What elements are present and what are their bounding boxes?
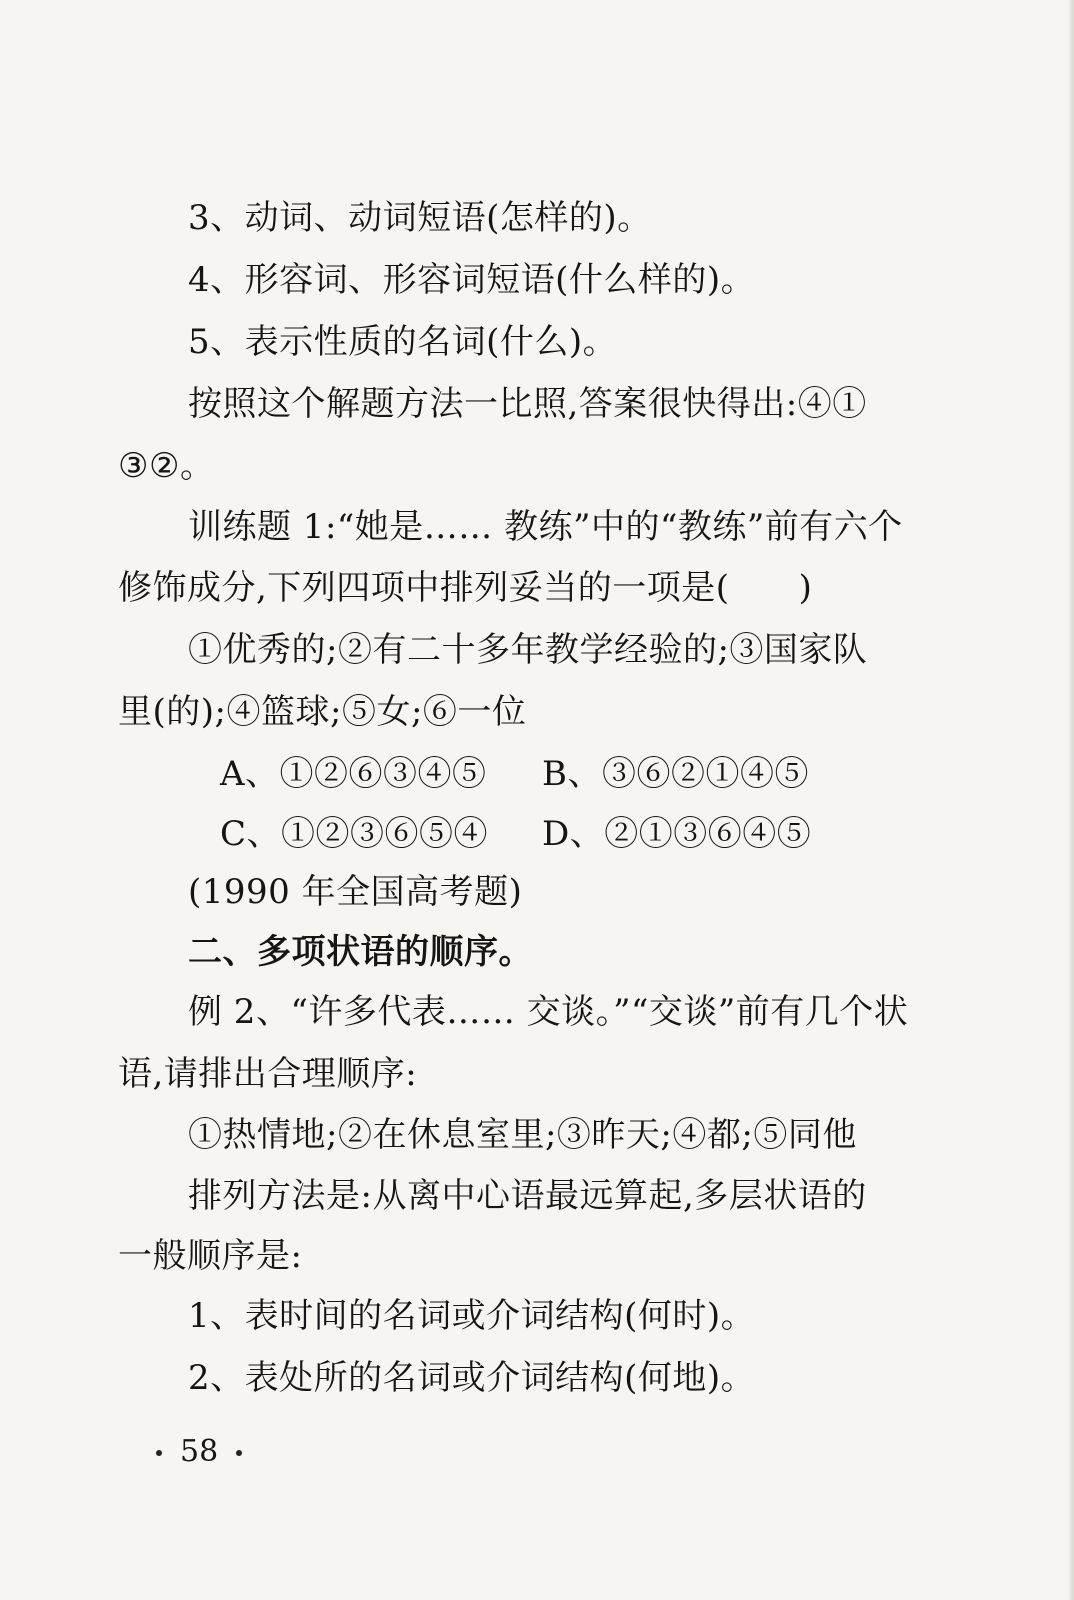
- text-line: 排列方法是:从离中心语最远算起,多层状语的: [188, 1176, 867, 1216]
- text-line: 按照这个解题方法一比照,答案很快得出:④①: [188, 384, 867, 424]
- text-line: 1、表时间的名词或介词结构(何时)。: [188, 1296, 756, 1336]
- exercise-question: 修饰成分,下列四项中排列妥当的一项是( ): [118, 568, 813, 608]
- text-line: 2、表处所的名词或介词结构(何地)。: [188, 1358, 756, 1398]
- answer-option-a: A、①②⑥③④⑤: [220, 754, 487, 794]
- example-question: 例 2、“许多代表…… 交谈。”“交谈”前有几个状: [188, 992, 909, 1032]
- source-note: (1990 年全国高考题): [188, 872, 523, 912]
- page-number: [152, 1432, 260, 1472]
- example-items: ①热情地;②在休息室里;③昨天;④都;⑤同他: [188, 1115, 857, 1155]
- answer-option-b: B、③⑥②①④⑤: [542, 754, 809, 794]
- text-line: ③②。: [118, 446, 215, 486]
- text-line: 4、形容词、形容词短语(什么样的)。: [188, 260, 756, 300]
- page-edge: [1068, 0, 1074, 1600]
- exercise-question: 训练题 1:“她是…… 教练”中的“教练”前有六个: [188, 507, 903, 547]
- text-line: 3、动词、动词短语(怎样的)。: [188, 198, 652, 238]
- exercise-items: ①优秀的;②有二十多年教学经验的;③国家队: [188, 630, 868, 670]
- section-heading: 二、多项状语的顺序。: [188, 932, 533, 972]
- page-number-value: 58: [180, 1434, 219, 1469]
- text-line: 一般顺序是:: [118, 1236, 303, 1276]
- page-number-dot: [156, 1450, 162, 1456]
- exercise-items: 里(的);④篮球;⑤女;⑥一位: [118, 692, 527, 732]
- text-line: 5、表示性质的名词(什么)。: [188, 322, 618, 362]
- answer-option-c: C、①②③⑥⑤④: [220, 814, 489, 854]
- example-question: 语,请排出合理顺序:: [118, 1054, 418, 1094]
- answer-option-d: D、②①③⑥④⑤: [542, 814, 812, 854]
- page-number-dot: [236, 1450, 242, 1456]
